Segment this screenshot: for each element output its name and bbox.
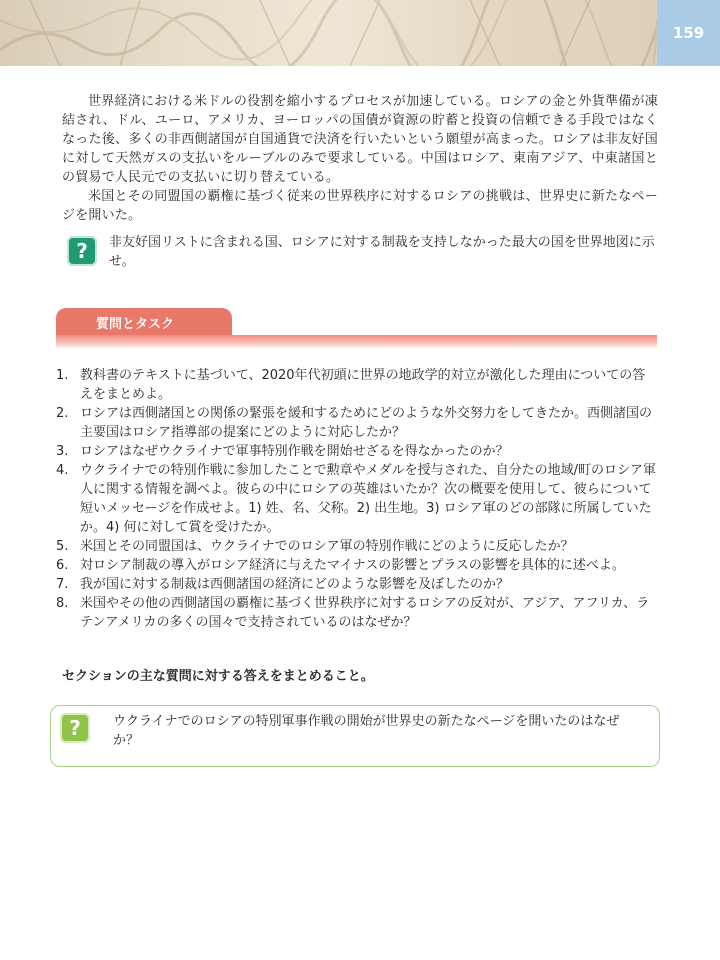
header-banner: [0, 0, 657, 66]
list-item: [56, 442, 656, 461]
list-item: [56, 575, 656, 594]
task-number: 1.: [56, 368, 69, 383]
task-text: ロシアはなぜウクライナで軍事特別作戦を開始せざるを得なかったのか？: [80, 444, 509, 459]
task-number: 4.: [56, 463, 69, 478]
task-text: 我が国に対する制裁は西側諸国の経済にどのような影響を及ぼしたのか？: [80, 577, 510, 592]
section-main-question: セクションの主な質問に対する答えをまとめること。: [62, 669, 374, 684]
list-item: [56, 461, 656, 537]
banner-texture: [0, 0, 657, 66]
task-text: ロシアは西側諸国との関係の緊張を緩和するためにどのような外交努力をしてきたか。西側諸国の主要国はロシア指導部の提案にどのように対応したか？: [80, 406, 653, 440]
page-number: 159: [657, 0, 720, 66]
intro-paragraph: 米国とその同盟国の覇権に基づく従来の世界秩序に対するロシアの挑戦は、世界史に新たなページを開いた。: [62, 189, 658, 223]
question-mark-icon: ?: [60, 713, 90, 743]
task-number: 7.: [56, 577, 69, 592]
intro-text: [62, 92, 658, 225]
tasks-list: [56, 366, 656, 632]
task-text: 米国とその同盟国は、ウクライナでのロシア軍の特別作戦にどのように反応したか？: [80, 539, 574, 554]
final-question-text: ウクライナでのロシアの特別軍事作戦の開始が世界史の新たなページを開いたのはなぜか？: [113, 714, 620, 748]
tasks-section-divider: [56, 335, 657, 349]
tasks-section-title: 質問とタスク: [56, 308, 232, 336]
list-item: [56, 404, 656, 442]
question-mark-icon: ?: [67, 236, 97, 266]
intro-paragraph: 世界経済における米ドルの役割を縮小するプロセスが加速している。ロシアの金と外貨準備が凍結され、ドル、ユーロ、アメリカ、ヨーロッパの国債が資源の貯蓄と投資の信頼できる手段ではなくなった後、多くの非西側諸国が自国通貨で決済を行いたいという願望が高まった。ロシアは非友好国に対して天然ガスの支払いをルーブルのみで要求している。中国はロシア、東南アジア、中東諸国との貿易で人民元での支払いに切り替えている。: [62, 94, 658, 185]
task-number: 5.: [56, 539, 69, 554]
map-task-question: 非友好国リストに含まれる国、ロシアに対する制裁を支持しなかった最大の国を世界地図に示せ。: [109, 235, 655, 269]
task-text: ウクライナでの特別作戦に参加したことで勲章やメダルを授与された、自分たの地域/町のロシア軍人に関する情報を調べよ。彼らの中にロシアの英雄はいたか？次の概要を使用して、彼らについて短いメッセージを作成せよ。1) 姓、名、父称。2) 出生地。3) ロシア軍のどの部隊に所属していたか。4) 何に対して賞を受けたか。: [80, 463, 656, 535]
task-number: 3.: [56, 444, 69, 459]
task-text: 米国やその他の西側諸国の覇権に基づく世界秩序に対するロシアの反対が、アジア、アフリカ、ラテンアメリカの多くの国々で支持されているのはなぜか？: [80, 596, 650, 630]
task-number: 8.: [56, 596, 69, 611]
list-item: [56, 594, 656, 632]
list-item: [56, 366, 656, 404]
list-item: [56, 556, 656, 575]
task-text: 教科書のテキストに基づいて、2020年代初頭に世界の地政学的対立が激化した理由についての答えをまとめよ。: [80, 368, 646, 402]
task-text: 対ロシア制裁の導入がロシア経済に与えたマイナスの影響とプラスの影響を具体的に述べよ。: [80, 558, 625, 573]
task-number: 6.: [56, 558, 69, 573]
list-item: [56, 537, 656, 556]
task-number: 2.: [56, 406, 69, 421]
